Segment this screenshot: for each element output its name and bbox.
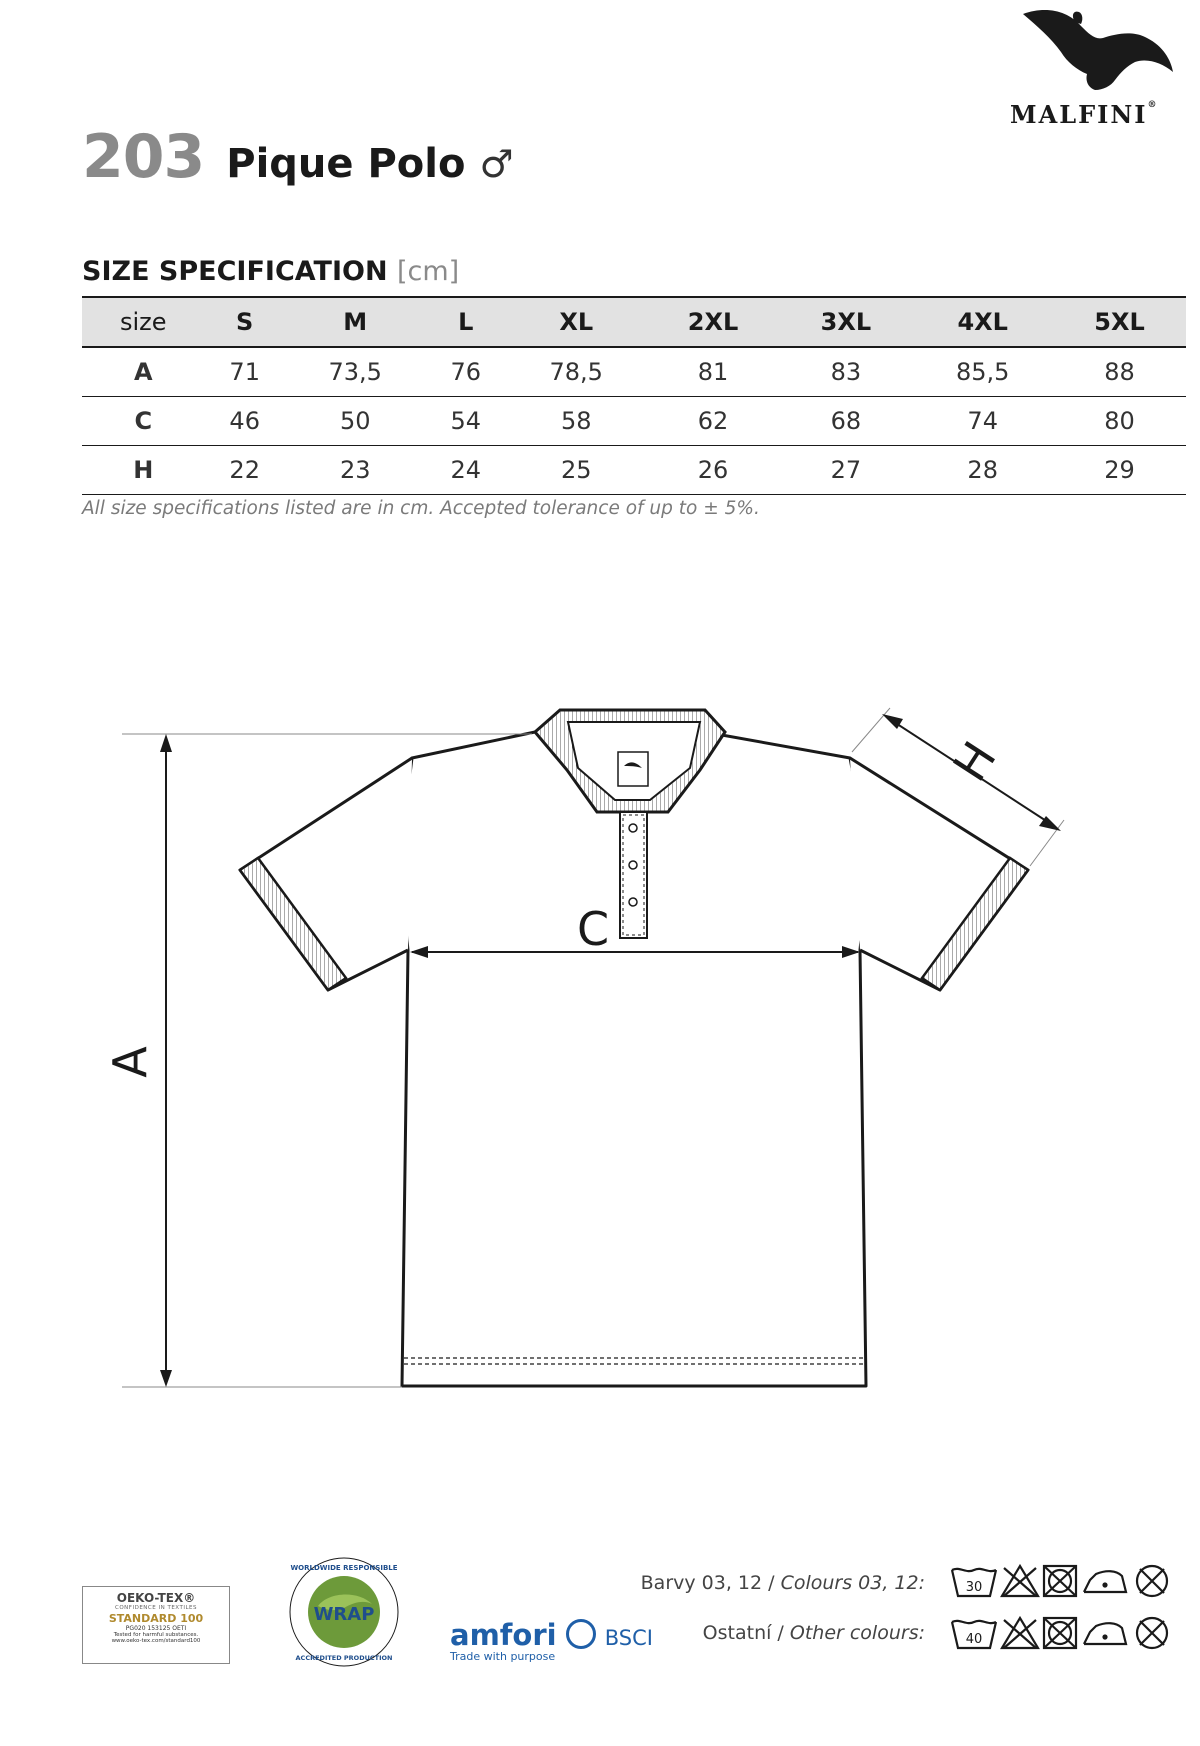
- eagle-icon: [1015, 0, 1175, 95]
- row-label: C: [134, 407, 153, 435]
- wrap-bottom-text: ACCREDITED PRODUCTION: [295, 1654, 393, 1662]
- colours-label: Barvy 03, 12 / Colours 03, 12:: [640, 1572, 925, 1594]
- oeko-subtitle: CONFIDENCE IN TEXTILES: [115, 1605, 197, 1611]
- care-symbols-row-1: [950, 1562, 1180, 1602]
- label-a: A: [103, 1046, 157, 1078]
- row-label: H: [133, 456, 154, 484]
- header-cell: L: [458, 308, 474, 336]
- no-dry-clean-icon: [1137, 1618, 1167, 1648]
- table-row: [82, 397, 1186, 446]
- oeko-tested: Tested for harmful substances.: [113, 1632, 199, 1638]
- care-symbols-row-2: [950, 1614, 1180, 1654]
- wash-40-icon: [952, 1621, 996, 1648]
- no-bleach-icon: [1002, 1618, 1038, 1648]
- table-cell: 50: [339, 407, 371, 435]
- table-cell: 73,5: [328, 358, 382, 386]
- amfori-name: amfori: [450, 1618, 557, 1652]
- label-h: H: [942, 732, 1007, 791]
- product-name: Pique Polo: [226, 141, 466, 187]
- wrap-badge: [288, 1556, 400, 1668]
- header-cell: 4XL: [957, 308, 1008, 336]
- no-tumble-dry-icon: [1044, 1566, 1076, 1596]
- size-spec-table: [82, 296, 1186, 495]
- a-arrow-bottom: [160, 1370, 172, 1387]
- no-tumble-dry-icon: [1044, 1618, 1076, 1648]
- tolerance-note: All size specifications listed are in cm. Accepted tolerance of up to ± 5%.: [82, 498, 760, 519]
- svg-text:40: 40: [965, 1632, 983, 1647]
- table-cell: 78,5: [549, 358, 603, 386]
- table-cell: 24: [450, 456, 481, 484]
- header-cell: S: [236, 308, 254, 336]
- button-3: [629, 898, 637, 906]
- wrap-arc-text: WORLDWIDE RESPONSIBLE: [290, 1564, 398, 1572]
- bsci-text: BSCI: [604, 1626, 653, 1650]
- male-icon: ♂: [479, 142, 514, 186]
- oeko-url: www.oeko-tex.com/standard100: [111, 1638, 201, 1644]
- button-1: [629, 824, 637, 832]
- no-dry-clean-icon: [1137, 1566, 1167, 1596]
- oeko-standard: STANDARD 100: [108, 1612, 204, 1625]
- table-cell: 46: [229, 407, 260, 435]
- table-cell: 76: [450, 358, 481, 386]
- table-header-row: [82, 297, 1186, 347]
- table-cell: 28: [967, 456, 998, 484]
- iron-low-icon: [1084, 1623, 1126, 1644]
- table-cell: 88: [1104, 358, 1135, 386]
- table-cell: 62: [697, 407, 729, 435]
- a-arrow-top: [160, 734, 172, 752]
- iron-low-icon: [1084, 1571, 1126, 1592]
- table-cell: 71: [229, 358, 260, 386]
- neck-label: [618, 752, 648, 786]
- table-cell: 85,5: [955, 358, 1010, 386]
- header-cell: 5XL: [1094, 308, 1145, 336]
- header-cell: 2XL: [687, 308, 739, 336]
- row-label: A: [133, 358, 153, 386]
- polo-diagram: [0, 690, 1200, 1410]
- oeko-tex-badge: [82, 1586, 230, 1664]
- table-cell: 54: [450, 407, 481, 435]
- oeko-title: OEKO-TEX®: [116, 1591, 196, 1605]
- header-cell: 3XL: [820, 308, 872, 336]
- no-bleach-icon: [1002, 1566, 1038, 1596]
- table-cell: 29: [1104, 456, 1135, 484]
- amfori-swirl-icon: [566, 1619, 596, 1649]
- amfori-tagline: Trade with purpose: [450, 1650, 556, 1663]
- table-cell: 58: [560, 407, 592, 435]
- wash-30-icon: [952, 1569, 996, 1596]
- size-spec-heading: SIZE SPECIFICATION [cm]: [82, 256, 460, 287]
- other-colours-label: Ostatní / Other colours:: [702, 1622, 925, 1644]
- product-number: 203: [82, 122, 205, 192]
- header-cell: size: [119, 308, 167, 336]
- table-row: [82, 347, 1186, 397]
- amfori-bsci-logo: [450, 1618, 653, 1663]
- brand-name: MALFINI®: [1010, 100, 1157, 129]
- table-cell: 27: [830, 456, 862, 484]
- table-cell: 80: [1104, 407, 1135, 435]
- svg-text:30: 30: [965, 1580, 983, 1595]
- table-cell: 23: [339, 456, 371, 484]
- table-cell: 26: [697, 456, 729, 484]
- product-title: [82, 122, 514, 192]
- table-cell: 22: [229, 456, 260, 484]
- table-cell: 83: [830, 358, 862, 386]
- table-cell: 68: [830, 407, 862, 435]
- button-2: [629, 861, 637, 869]
- table-cell: 25: [560, 456, 592, 484]
- header-cell: XL: [559, 308, 594, 336]
- table-row: [82, 446, 1186, 495]
- label-c: C: [576, 902, 610, 956]
- table-cell: 81: [697, 358, 729, 386]
- wrap-center-text: WRAP: [313, 1604, 375, 1625]
- table-cell: 74: [967, 407, 998, 435]
- header-cell: M: [343, 308, 368, 336]
- oeko-code: PG020 153125 OETI: [125, 1625, 187, 1632]
